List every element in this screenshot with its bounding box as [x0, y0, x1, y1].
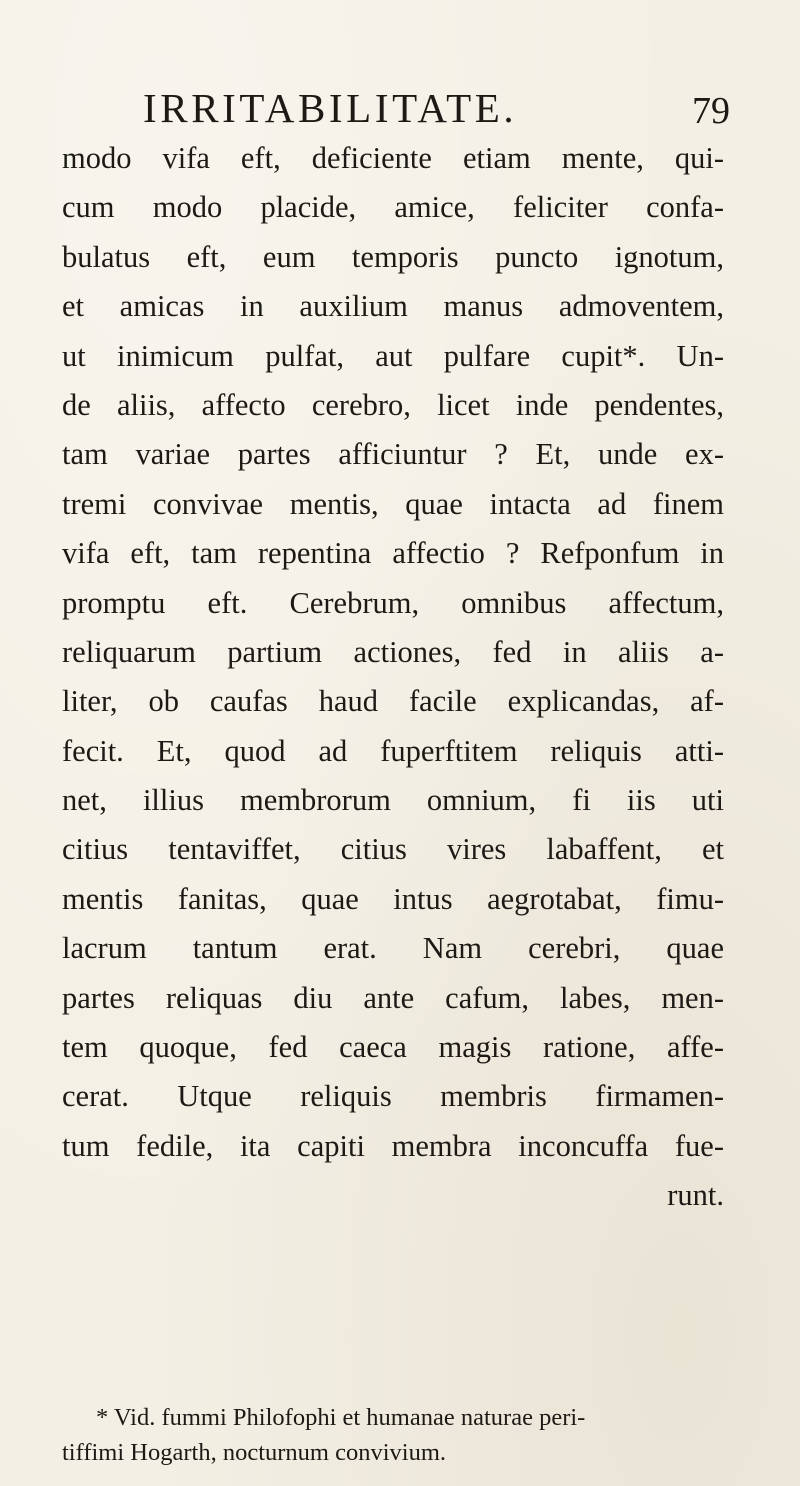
text-line: net, illius membrorum omnium, fi iis uti — [62, 783, 724, 818]
text-line-final: runt. — [667, 1178, 724, 1213]
text-line: de aliis, affecto cerebro, licet inde pendentes, — [62, 387, 724, 422]
text-line: modo vifa eft, deficiente etiam mente, qui- — [62, 141, 724, 175]
body-text — [62, 134, 724, 1221]
text-line: tremi convivae mentis, quae intacta ad finem — [62, 486, 724, 521]
page-header — [0, 86, 800, 130]
text-line: citius tentaviffet, citius vires labaffent, et — [62, 832, 724, 867]
text-line: lacrum tantum erat. Nam cerebri, quae — [62, 931, 724, 966]
text-line: tam variae partes afficiuntur ? Et, unde ex- — [62, 437, 724, 472]
text-line: cerat. Utque reliquis membris firmamen- — [62, 1079, 724, 1114]
text-line: tem quoque, fed caeca magis ratione, affe- — [62, 1030, 724, 1065]
text-line: ut inimicum pulfat, aut pulfare cupit*. Un- — [62, 338, 724, 373]
footnote — [62, 1400, 724, 1470]
text-line: reliquarum partium actiones, fed in aliis a- — [62, 634, 724, 669]
page-number: 79 — [692, 90, 730, 132]
text-line: bulatus eft, eum temporis puncto ignotum, — [62, 239, 724, 274]
footnote-line: * Vid. fummi Philofophi et humanae naturae peri- — [96, 1404, 586, 1431]
text-line: liter, ob caufas haud facile explicandas, af- — [62, 684, 724, 719]
text-line: cum modo placide, amice, feliciter confa- — [62, 190, 724, 225]
running-title: IRRITABILITATE. — [143, 85, 518, 131]
text-line: promptu eft. Cerebrum, omnibus affectum, — [62, 585, 724, 620]
text-line: mentis fanitas, quae intus aegrotabat, fimu- — [62, 881, 724, 916]
text-line: vifa eft, tam repentina affectio ? Refponfum in — [62, 536, 724, 571]
text-line: fecit. Et, quod ad fuperftitem reliquis atti- — [62, 733, 724, 768]
text-line: tum fedile, ita capiti membra inconcuffa fue- — [62, 1128, 724, 1163]
footnote-line: tiffimi Hogarth, nocturnum convivium. — [62, 1439, 447, 1466]
text-line: partes reliquas diu ante cafum, labes, men- — [62, 980, 724, 1015]
text-line: et amicas in auxilium manus admoventem, — [62, 289, 724, 324]
